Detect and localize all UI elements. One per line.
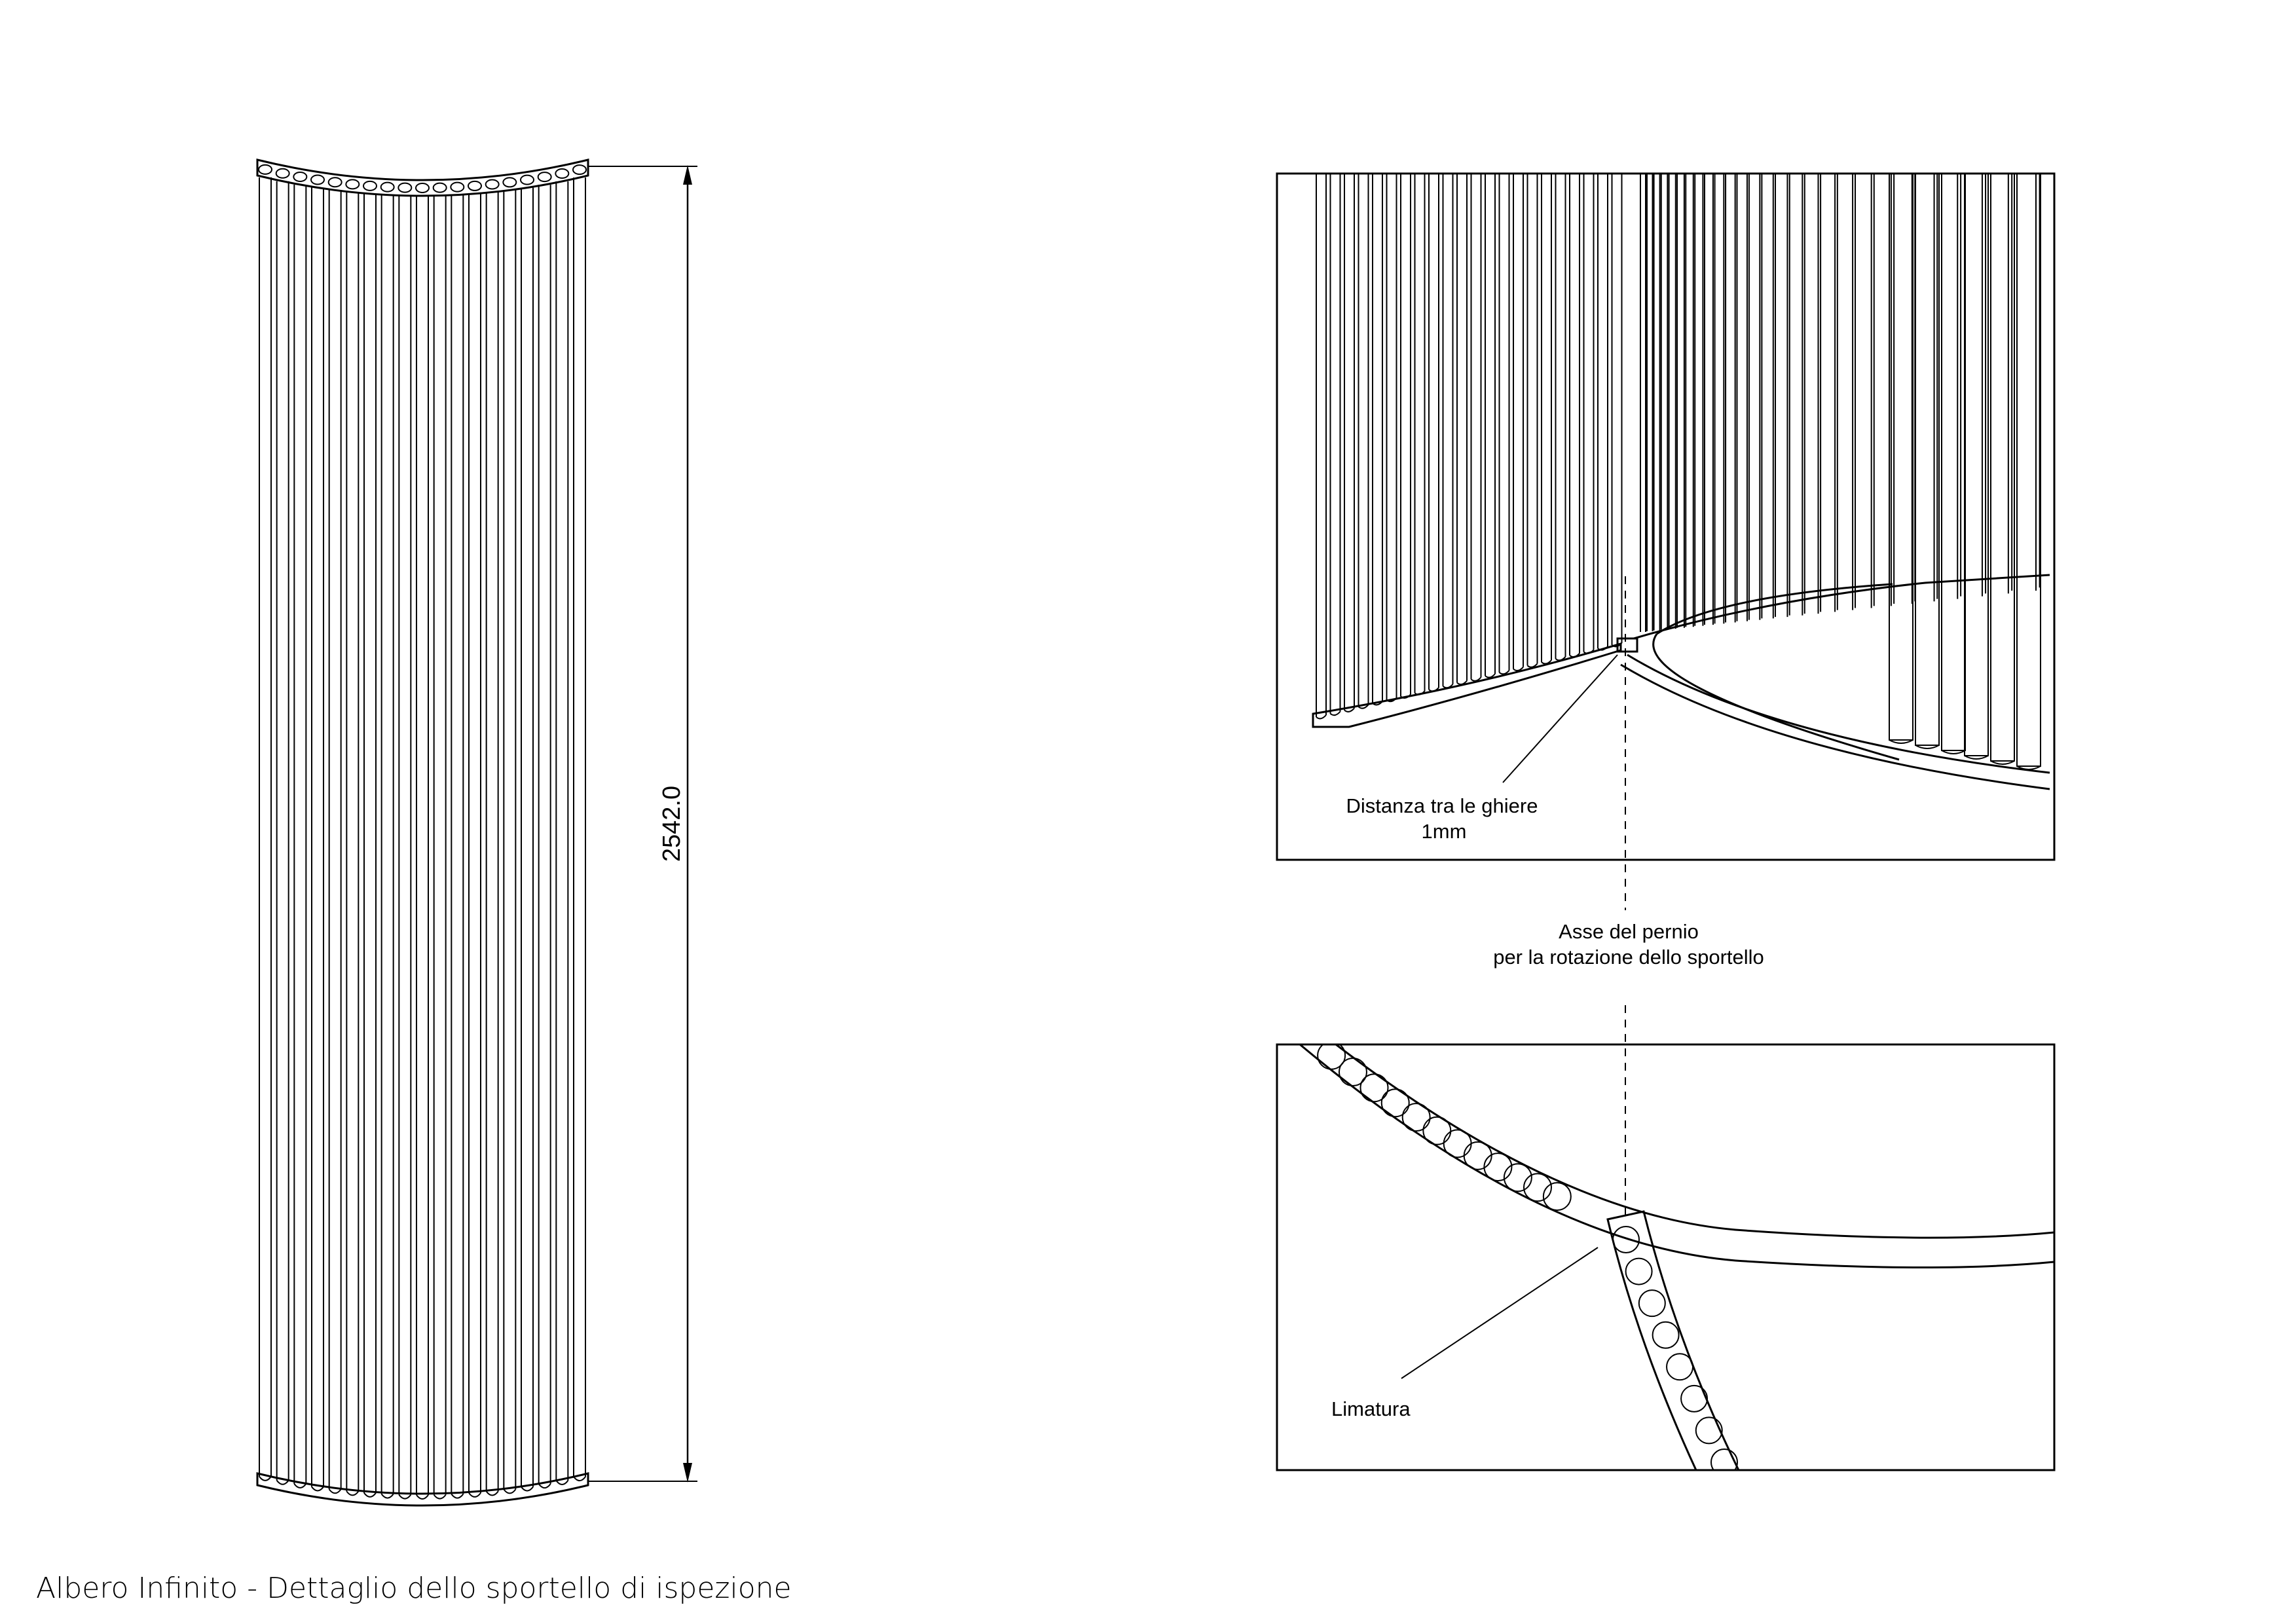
tube-hole bbox=[468, 181, 481, 191]
tube-end bbox=[556, 1481, 568, 1485]
tube-end bbox=[399, 1495, 411, 1499]
foreground-tube bbox=[1915, 174, 1939, 745]
tube-hole bbox=[346, 179, 359, 189]
tube-end bbox=[504, 1489, 515, 1493]
tube-hole bbox=[521, 175, 534, 185]
door-tube-end bbox=[1316, 715, 1326, 718]
perspective-detail bbox=[1277, 174, 2065, 860]
structure-tube-hole bbox=[1423, 1117, 1451, 1145]
dimension-arrow-bottom bbox=[683, 1463, 692, 1483]
dimension-label: 2542.0 bbox=[658, 785, 686, 862]
pivot-axis-label-line2: per la rotazione dello sportello bbox=[1493, 946, 1764, 969]
structure-tube-holes bbox=[1318, 1042, 1571, 1210]
tube-hole bbox=[573, 165, 586, 174]
tube-end bbox=[416, 1495, 428, 1499]
tube-end bbox=[487, 1492, 498, 1496]
tube-hole bbox=[311, 175, 324, 184]
door-tube-end bbox=[1331, 712, 1340, 715]
door-panel-elevation bbox=[257, 160, 588, 1505]
vertical-tubes bbox=[259, 177, 585, 1499]
door-tube-hole bbox=[1613, 1227, 1639, 1253]
pivot-axis bbox=[1493, 576, 1764, 1215]
tube-hole bbox=[555, 169, 568, 178]
structure-tube-hole bbox=[1403, 1103, 1430, 1131]
door-tubes-perspective bbox=[1316, 174, 1622, 718]
foreground-tube bbox=[1965, 174, 1988, 756]
foreground-tube bbox=[2017, 174, 2041, 766]
filing-label: Limatura bbox=[1331, 1397, 1411, 1420]
top-ring-tube-holes bbox=[259, 165, 586, 193]
tube-end bbox=[329, 1489, 341, 1493]
tube-hole bbox=[451, 183, 464, 192]
door-tube-hole bbox=[1696, 1417, 1722, 1443]
tube-end bbox=[434, 1495, 446, 1499]
door-tube-hole bbox=[1681, 1386, 1707, 1412]
sheet-title: Albero Infinito - Dettaglio dello sportello di ispezione bbox=[36, 1572, 792, 1605]
tube-end bbox=[312, 1486, 323, 1490]
dimension-arrow-top bbox=[683, 165, 692, 185]
structure-base-ring bbox=[1634, 575, 2050, 638]
tube-end bbox=[364, 1493, 376, 1497]
ring-gap-leader bbox=[1503, 655, 1617, 783]
foreground-tube bbox=[1889, 174, 1913, 740]
filing-leader bbox=[1401, 1247, 1598, 1378]
plan-detail bbox=[1277, 1042, 2054, 1475]
door-tube-hole bbox=[1653, 1322, 1679, 1348]
tube-hole bbox=[259, 165, 272, 174]
foreground-tube bbox=[1942, 174, 1965, 750]
structure-tube-hole bbox=[1382, 1089, 1409, 1116]
tube-hole bbox=[276, 169, 289, 178]
tube-hole bbox=[363, 181, 377, 191]
tube-hole bbox=[416, 183, 429, 193]
height-dimension bbox=[588, 165, 697, 1483]
tube-hole bbox=[503, 177, 516, 187]
door-tube-hole bbox=[1639, 1290, 1665, 1316]
tube-end bbox=[469, 1493, 481, 1497]
tube-end bbox=[294, 1484, 306, 1488]
tube-end bbox=[539, 1484, 551, 1488]
structure-tubes-perspective bbox=[1640, 174, 2065, 769]
tube-end bbox=[346, 1491, 358, 1495]
tube-hole bbox=[398, 183, 411, 193]
tube-hole bbox=[381, 183, 394, 192]
door-tube-hole bbox=[1626, 1259, 1652, 1285]
structure-tube-hole bbox=[1360, 1074, 1388, 1101]
tube-hole bbox=[434, 183, 447, 193]
tube-end bbox=[451, 1494, 463, 1498]
structure-tube-hole bbox=[1464, 1142, 1492, 1170]
door-tube-hole bbox=[1667, 1354, 1693, 1380]
tube-hole bbox=[329, 177, 342, 187]
tube-end bbox=[521, 1487, 533, 1491]
ring-gap-label: Distanza tra le ghiere bbox=[1346, 794, 1538, 817]
tube-end bbox=[277, 1481, 289, 1485]
structure-tube-hole bbox=[1484, 1153, 1511, 1181]
tube-hole bbox=[293, 172, 306, 181]
foreground-tube bbox=[1991, 174, 2014, 761]
pivot-axis-label-line1: Asse del pernio bbox=[1559, 920, 1699, 943]
structure-ring-plan bbox=[1300, 1044, 2054, 1268]
ring-gap-value: 1mm bbox=[1421, 820, 1467, 843]
door-tube-hole bbox=[1711, 1449, 1737, 1475]
tube-end bbox=[382, 1494, 394, 1498]
tube-hole bbox=[486, 180, 499, 189]
structure-tube-hole bbox=[1444, 1130, 1471, 1157]
door-tube-holes bbox=[1613, 1227, 1737, 1475]
tube-hole bbox=[538, 172, 551, 181]
structure-ring-outer-edge-2 bbox=[1621, 665, 2050, 789]
